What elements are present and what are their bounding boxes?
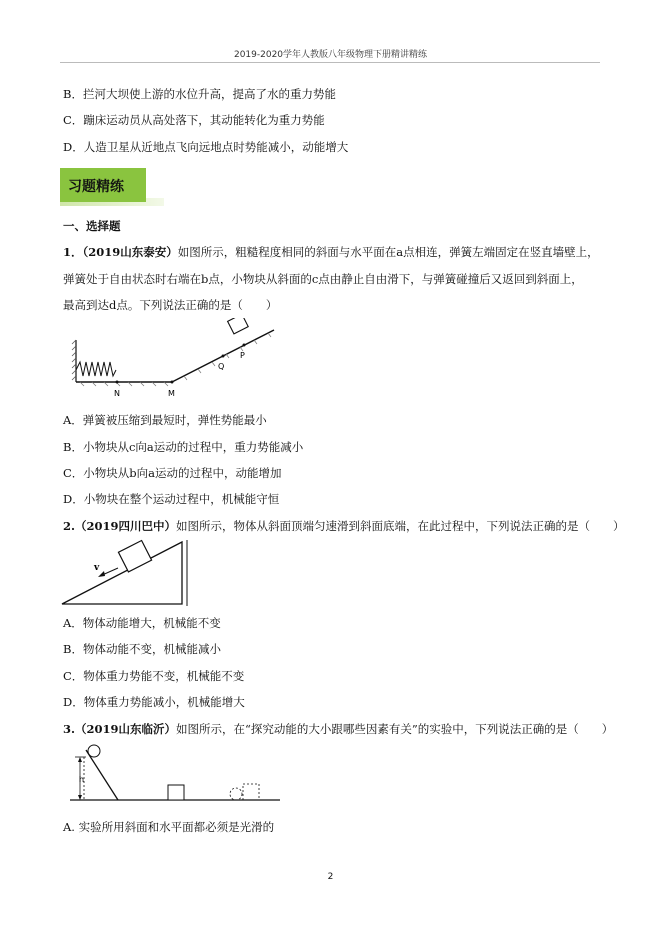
q3-line <box>63 722 613 736</box>
q1-source: ．（2019山东泰安） <box>71 245 178 259</box>
q2-option-b: B．物体动能不变，机械能减小 <box>63 642 221 656</box>
q3-ball <box>88 745 100 757</box>
q1-spring <box>76 362 116 376</box>
q3-ramp <box>86 750 118 800</box>
q3-ramp-figure <box>70 742 282 804</box>
q3-box <box>168 785 184 800</box>
q1-label-q: Q <box>218 362 225 371</box>
q1-label-n: N <box>114 389 120 398</box>
q3-stem: 如图所示，在“探究动能的大小跟哪些因素有关”的实验中，下列说法正确的是（ ） <box>176 722 614 736</box>
page-number: 2 <box>327 872 334 882</box>
q1-point-m <box>171 381 174 384</box>
q2-line <box>63 519 625 533</box>
prev-option-c: C．蹦床运动员从高处落下，其动能转化为重力势能 <box>63 113 325 127</box>
q1-block <box>228 318 249 334</box>
q3-dashed-box <box>243 784 259 800</box>
q3-source: .（2019山东临沂） <box>71 722 177 736</box>
q2-option-d: D．物体重力势能减小，机械能增大 <box>63 695 245 709</box>
q3-dashed-ball <box>230 788 242 800</box>
q1-option-c: C．小物块从b向a运动的过程中，动能增加 <box>63 466 282 480</box>
q1-point-p <box>243 344 246 347</box>
q1-option-a: A．弹簧被压缩到最短时，弹性势能最小 <box>63 413 267 427</box>
q1-incline-hatch <box>184 333 271 380</box>
banner-label: 习题精练 <box>68 179 124 195</box>
q1-spring-incline-figure <box>70 318 285 400</box>
q2-stem: 如图所示，物体从斜面顶端匀速滑到斜面底端，在此过程中，下列说法正确的是（ ） <box>176 519 625 533</box>
q3-arrow-up <box>78 757 82 762</box>
q2-option-a: A．物体动能增大，机械能不变 <box>63 616 221 630</box>
prev-option-d: D．人造卫星从近地点飞向远地点时势能减小，动能增大 <box>63 140 349 154</box>
q1-line1 <box>63 245 599 259</box>
page-header: 2019-2020学年人教版八年级物理下册精讲精练 <box>233 50 428 60</box>
q2-option-c: C．物体重力势能不变，机械能不变 <box>63 669 245 683</box>
q1-label-p: P <box>240 351 245 360</box>
q2-source: .（2019四川巴中） <box>71 519 177 533</box>
q3-arrow-down <box>78 795 82 800</box>
q1-stem-line1: 如图所示，粗糙程度相同的斜面与水平面在a点相连，弹簧左端固定在竖直墙壁上， <box>177 245 599 259</box>
q3-option-a: A. 实验所用斜面和水平面都必须是光滑的 <box>63 820 275 834</box>
q1-point-n <box>116 381 119 384</box>
q2-incline-figure <box>60 538 195 608</box>
q2-label-v: v <box>94 563 100 573</box>
q3-label-h: h <box>79 775 85 784</box>
section-banner <box>60 168 146 202</box>
q1-number: 1 <box>63 245 72 259</box>
q2-number: 2 <box>63 519 72 533</box>
q3-number: 3 <box>63 722 72 736</box>
q1-option-b: B．小物块从c向a运动的过程中，重力势能减小 <box>63 440 304 454</box>
q1-stem-line3: 最高到达d点。下列说法正确的是（ ） <box>63 298 278 312</box>
q1-option-d: D．小物块在整个运动过程中，机械能守恒 <box>63 492 280 506</box>
q1-point-q <box>222 355 225 358</box>
q1-stem-line2: 弹簧处于自由状态时右端在b点，小物块从斜面的c点由静止自由滑下，与弹簧碰撞后又返回到斜面上， <box>63 272 583 286</box>
section-title: 一、选择题 <box>63 219 121 233</box>
q1-label-m: M <box>168 389 175 398</box>
header-divider <box>60 62 600 63</box>
prev-option-b: B．拦河大坝使上游的水位升高，提高了水的重力势能 <box>63 87 336 101</box>
